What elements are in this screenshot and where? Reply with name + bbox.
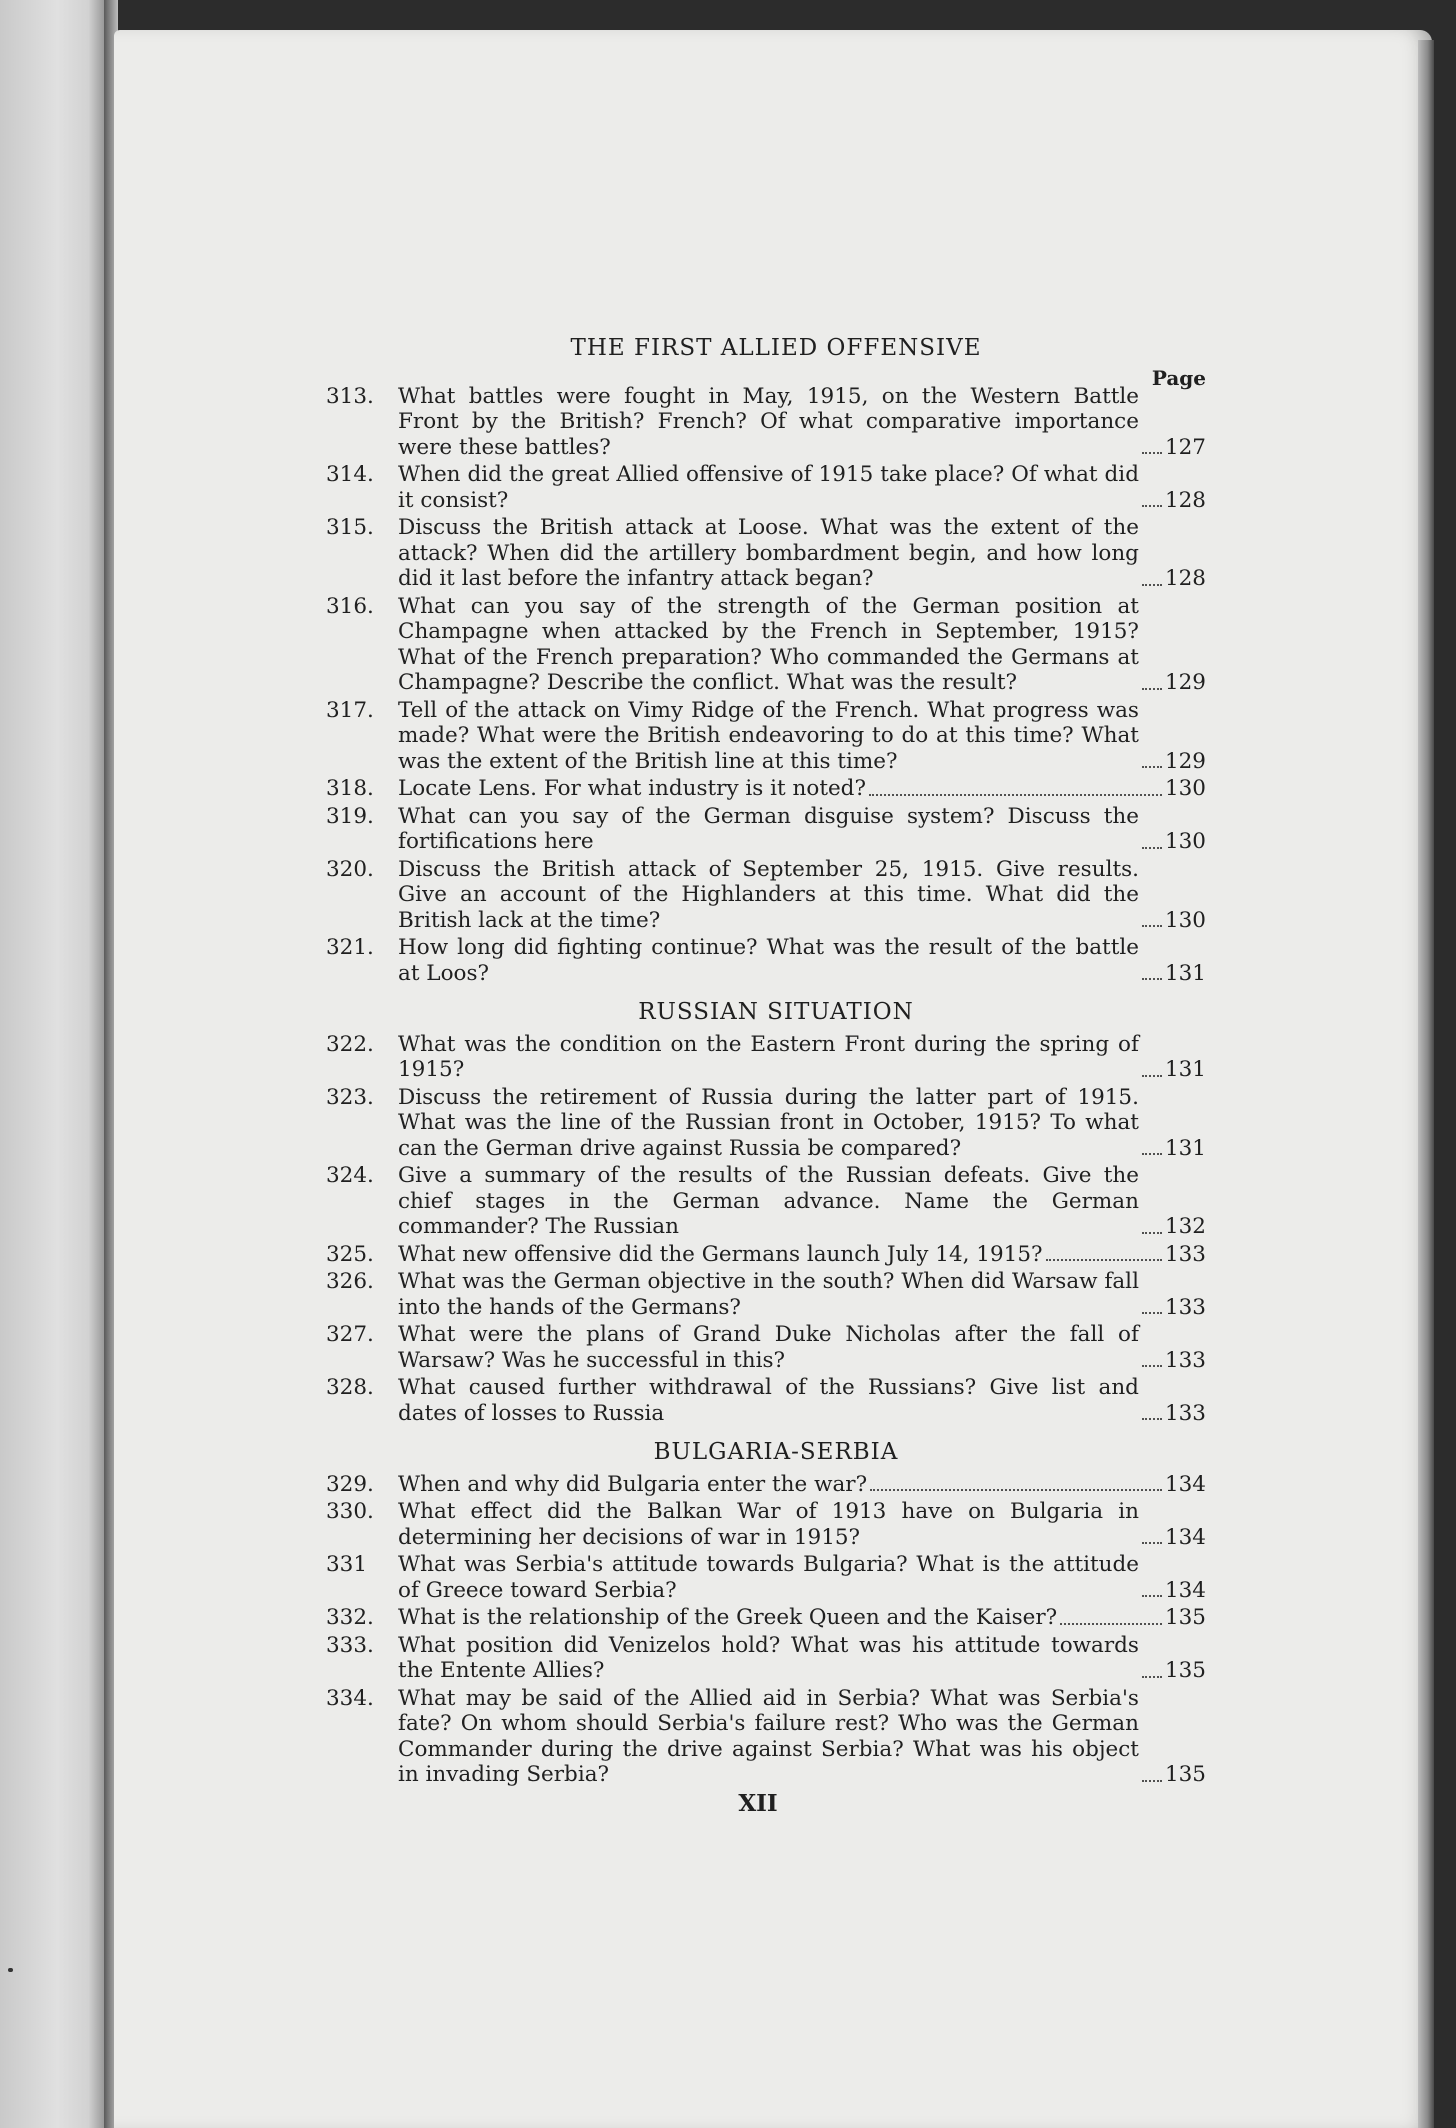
page-number: 133 <box>1164 1241 1206 1267</box>
page-number: 133 <box>1164 1400 1206 1426</box>
question-number: 332. <box>326 1605 374 1630</box>
toc-entry <box>326 1686 1206 1788</box>
question-text: Discuss the British attack of September 25, 1915. Give results. Give an account of the Highlanders at this time. What did the British lack at the time? <box>398 856 1139 933</box>
question-text: Tell of the attack on Vimy Ridge of the French. What progress was made? What were the British endeavoring to do at this time? What was the extent of the British line at this time? <box>398 697 1139 774</box>
dot-leader <box>1142 688 1162 690</box>
dot-leader <box>1142 584 1162 586</box>
dot-leader <box>1060 1623 1162 1625</box>
toc-entry <box>326 776 1206 802</box>
toc-entry <box>326 1552 1206 1603</box>
question-text: What was Serbia's attitude towards Bulgaria? What is the attitude of Greece toward Serbia? <box>398 1552 1139 1603</box>
question-text: What were the plans of Grand Duke Nicholas after the fall of Warsaw? Was he successful in this? <box>398 1322 1139 1373</box>
question-number: 324. <box>326 1163 374 1188</box>
page-number: 131 <box>1164 1135 1206 1161</box>
page-number: 129 <box>1164 670 1206 695</box>
question-text: What battles were fought in May, 1915, on the Western Battle Front by the British? French? Of what comparative importance were these battles? <box>398 383 1139 460</box>
toc-entry <box>326 1322 1206 1373</box>
toc-entry <box>326 594 1206 696</box>
toc-entry <box>326 857 1206 934</box>
question-number: 314. <box>326 462 374 487</box>
dot-leader <box>1142 766 1162 768</box>
question-text: What can you say of the strength of the German position at Champagne when attacked by the French in September, 1915? What of the French preparation? Who commanded the Germans at Champagne? Describe the conflict. What was the result? <box>398 593 1139 695</box>
page-number: 128 <box>1164 566 1206 591</box>
page-number: 129 <box>1164 748 1206 774</box>
dot-leader <box>1142 1418 1162 1420</box>
toc-entry <box>326 1375 1206 1426</box>
page-column-label: Page <box>1151 365 1206 390</box>
page-number: 130 <box>1164 907 1206 933</box>
toc-entry <box>326 1242 1206 1268</box>
page-number: 130 <box>1164 776 1206 801</box>
question-number: 330. <box>326 1499 374 1524</box>
dot-leader <box>1142 1153 1162 1155</box>
toc-entry <box>326 804 1206 855</box>
toc-entry <box>326 1032 1206 1083</box>
question-text: What is the relationship of the Greek Queen and the Kaiser? <box>398 1605 1058 1630</box>
question-text: Locate Lens. For what industry is it noted? <box>398 776 866 801</box>
dot-leader <box>1142 505 1162 507</box>
question-text: Discuss the British attack at Loose. What was the extent of the attack? When did the artillery bombardment begin, and how long did it last before the infantry attack began? <box>398 515 1139 591</box>
dot-leader <box>870 1489 1162 1491</box>
dot-leader <box>1142 1595 1162 1597</box>
question-text: When did the great Allied offensive of 1915 take place? Of what did it consist? <box>398 462 1139 513</box>
question-number: 326. <box>326 1269 374 1294</box>
dot-leader <box>1142 1232 1162 1234</box>
toc-entry <box>326 935 1206 986</box>
page-number: 134 <box>1164 1471 1206 1497</box>
page-number: 134 <box>1164 1577 1206 1603</box>
dot-leader <box>1142 1542 1162 1544</box>
question-text: What caused further withdrawal of the Russians? Give list and dates of losses to Russia <box>398 1375 1139 1426</box>
dot-leader <box>1142 925 1162 927</box>
question-number: 327. <box>326 1322 374 1347</box>
toc-entry <box>326 1085 1206 1162</box>
section-title: BULGARIA-SERBIA <box>653 1439 899 1465</box>
toc-entry <box>326 1269 1206 1320</box>
question-text: How long did fighting continue? What was the result of the battle at Loos? <box>398 935 1139 986</box>
dot-leader <box>1046 1259 1162 1261</box>
question-number: 319. <box>326 803 374 829</box>
page-number: 128 <box>1164 487 1206 513</box>
dot-leader <box>1142 1780 1162 1782</box>
dot-leader <box>1142 978 1162 980</box>
page-number: 133 <box>1164 1294 1206 1320</box>
toc-entry <box>326 1163 1206 1240</box>
question-text: What can you say of the German disguise system? Discuss the fortifications here <box>398 803 1139 854</box>
question-text: Give a summary of the results of the Russian defeats. Give the chief stages in the German advance. Name the German commander? The Russian <box>398 1163 1139 1239</box>
page-number: 135 <box>1164 1762 1206 1787</box>
question-text: What position did Venizelos hold? What was his attitude towards the Entente Allies? <box>398 1632 1139 1683</box>
question-number: 317. <box>326 697 374 723</box>
page-number: 135 <box>1164 1658 1206 1683</box>
toc-entry <box>326 1633 1206 1684</box>
question-number: 318. <box>326 776 374 801</box>
question-text: What may be said of the Allied aid in Serbia? What was Serbia's fate? On whom should Serbia's failure rest? Who was the German Commander during the drive against Serbia? What was his object in invading Serbia? <box>398 1685 1139 1787</box>
page-number: 131 <box>1164 1057 1206 1082</box>
toc-entry <box>326 462 1206 513</box>
toc-entry <box>326 1499 1206 1550</box>
toc-entry <box>326 384 1206 461</box>
page-number: 127 <box>1164 434 1206 460</box>
question-number: 320. <box>326 856 374 882</box>
page-number: 133 <box>1164 1347 1206 1373</box>
question-text: What effect did the Balkan War of 1913 have on Bulgaria in determining her decisions of war in 1915? <box>398 1499 1139 1550</box>
question-number: 329. <box>326 1471 374 1497</box>
toc-entry <box>326 1472 1206 1498</box>
question-text: What was the German objective in the south? When did Warsaw fall into the hands of the Germans? <box>398 1269 1139 1320</box>
dot-leader <box>1142 847 1162 849</box>
page-number: 132 <box>1164 1214 1206 1239</box>
table-of-contents <box>326 336 1206 1790</box>
section-title: THE FIRST ALLIED OFFENSIVE <box>570 335 982 361</box>
page-number: 134 <box>1164 1524 1206 1550</box>
toc-entry <box>326 515 1206 592</box>
toc-entry <box>326 1605 1206 1631</box>
dot-leader <box>1142 452 1162 454</box>
question-number: 316. <box>326 593 374 619</box>
question-number: 323. <box>326 1084 374 1110</box>
dot-leader <box>1142 1676 1162 1678</box>
question-text: What was the condition on the Eastern Front during the spring of 1915? <box>398 1031 1139 1082</box>
question-number: 321. <box>326 935 374 960</box>
question-number: 333. <box>326 1632 374 1658</box>
section-title: RUSSIAN SITUATION <box>638 999 914 1025</box>
question-number: 334. <box>326 1685 374 1711</box>
question-text: Discuss the retirement of Russia during the latter part of 1915. What was the line of the Russian front in October, 1915? To what can the German drive against Russia be compared? <box>398 1084 1139 1161</box>
page-number: 130 <box>1164 829 1206 854</box>
question-number: 331 <box>326 1552 368 1577</box>
question-number: 322. <box>326 1031 374 1057</box>
question-number: 315. <box>326 515 374 540</box>
question-number: 325. <box>326 1241 374 1267</box>
toc-entry <box>326 698 1206 775</box>
page-folio: XII <box>738 1790 778 1817</box>
dot-leader <box>1142 1312 1162 1314</box>
page-number: 131 <box>1164 960 1206 986</box>
question-text: When and why did Bulgaria enter the war? <box>398 1471 868 1497</box>
page-number: 135 <box>1164 1605 1206 1630</box>
dot-leader <box>1142 1075 1162 1077</box>
question-number: 313. <box>326 383 374 409</box>
question-number: 328. <box>326 1375 374 1400</box>
scan-speck <box>8 1968 13 1972</box>
dot-leader <box>869 794 1162 796</box>
dot-leader <box>1142 1365 1162 1367</box>
question-text: What new offensive did the Germans launch July 14, 1915? <box>398 1241 1043 1267</box>
